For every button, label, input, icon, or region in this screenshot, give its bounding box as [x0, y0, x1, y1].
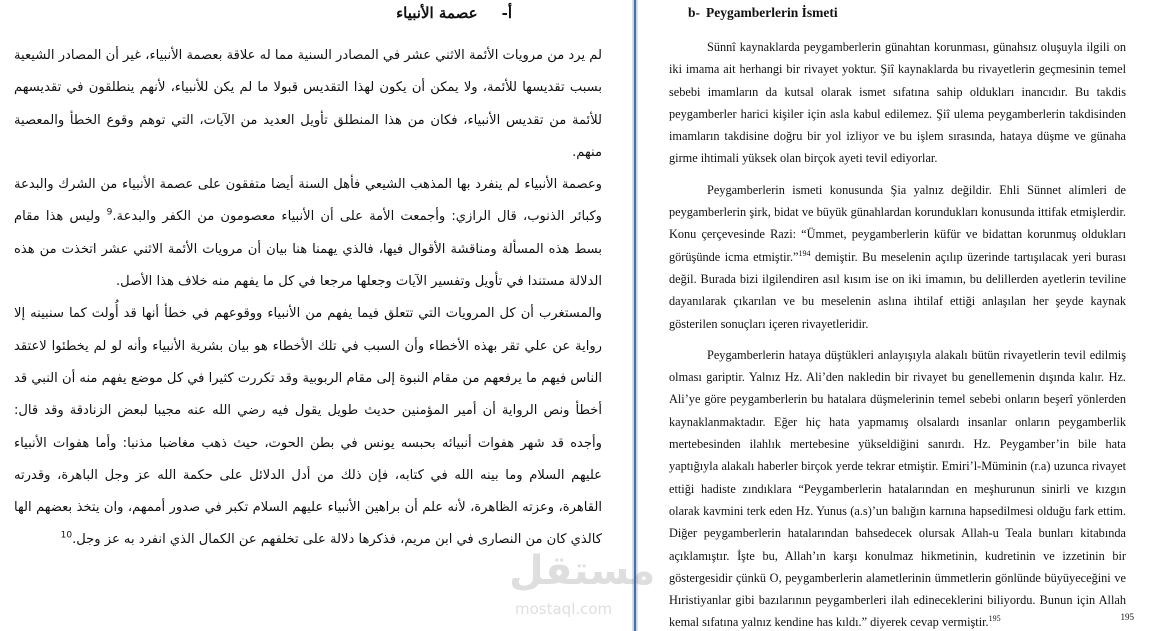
arabic-heading-marker: أ-: [501, 4, 512, 22]
arabic-section-heading: [396, 4, 512, 22]
turkish-paragraph-2: [669, 179, 1126, 335]
arabic-paragraph-2-part-1: وعصمة الأنبياء لم ينفرد بها المذهب الشيعي فأهل السنة أيضا متفقون على عصمة الأنبياء من الشرك والبدعة وكبائر الذنوب، قال الرازي: وأجمعت الأمة على أن الأنبياء معصومون من الكفر والبدعة.: [14, 177, 602, 225]
arabic-paragraph-3: [14, 298, 602, 556]
footnote-ref-10: 10: [60, 531, 73, 542]
arabic-heading-text: عصمة الأنبياء: [396, 4, 478, 22]
turkish-paragraph-3: [669, 344, 1126, 631]
arabic-paragraph-3-text: والمستغرب أن كل المرويات التي تتعلق فيما يفهم من الأنبياء ووقوعهم في خطأ أنها قد أُولت كما سنبينه إلا رواية عن علي تقر بهذه الأخطاء وأن السبب في تلك الأخطاء هو بيان بشرية الأنبياء وأنه لو لم يخطئوا لاعتقد الناس فيهم ما يرفعهم من مقام النبوة إلى مقام الربوبية وقد تكررت كثيرا في كل موضع يفهم منه أن النبي قد أخطأ ونص الرواية أن أمير المؤمنين حديث طويل يقول فيه رضي الله عنه مجيبا لبعض الزنادقة وقد قال: وأجده قد شهر هفوات أنبيائه بحبسه يونس في بطن الحوت، حيث ذهب مغاضبا مذنبا: وأما هفوات الأنبياء عليهم السلام وما بينه الله في كتابه، فإن ذلك من أدل الدلائل على حكمة الله عز وجل الباهرة، وقدرته القاهرة، وعزته الظاهرة، لأنه علم أن براهين الأنبياء عليهم السلام تكبر في صدور أممهم، وان يتخذ بعضهم الها كالذي كان من النصارى في ابن مريم، فذكرها دلالة على تخلفهم عن الكمال الذي انفرد به عز وجل.: [14, 306, 602, 548]
footnote-number-corner: 195: [1120, 612, 1134, 622]
turkish-paragraph-2-part-1: Peygamberlerin ismeti konusunda Şia yalnız değildir. Ehli Sünnet alimleri de peygamberlerin şirk, bidat ve büyük günahlardan korundukları konusunda ittifak etmişlerdir. Konu çerçevesinde Razi: “Ümmet, peygamberlerin küfür ve bidattan korunmuş oldukları görüşünde icma etmiştir.”: [669, 182, 1126, 264]
turkish-body: [669, 36, 1126, 631]
turkish-paragraph-2-part-2: demiştir. Bu meselenin açılıp üzerinde tartışılacak yeri burası değil. Burada bizi ilgilendiren asıl kısım ise on iki imamın, bu delillerden ayetlerin teviline dayanılarak çıkarılan ve bu meselenin aslına ihtilaf ettiği anlaşılan her şeyde kaynak gösterilen sonuçları içeren rivayetleridir.: [669, 249, 1126, 331]
footnote-ref-9: 9: [106, 208, 113, 219]
turkish-section-heading: [688, 5, 838, 21]
turkish-heading-marker: b-: [688, 5, 701, 20]
arabic-body: [14, 40, 602, 557]
watermark-latin: mostaql.com: [515, 600, 613, 618]
arabic-paragraph-2: [14, 169, 602, 298]
turkish-paragraph-1: Sünnî kaynaklarda peygamberlerin günahtan korunması, günahsız oluşuyla ilgili on iki imama ait herhangi bir rivayet yoktur. Şiî kaynaklarda bu rivayetlerin geçmesinin temel sebebi imamların da kutsal olarak ismet sıfatına sahip oldukları inancıdır. Bu takdis peygamberler harici kişiler için asla kabul edilemez. Şiî ulema peygamberlerin takdisinden imamların takdisine doğru bir yol izliyor ve bu işlem sırasında, hataya düşme ve günaha girme ihtimali yüksek olan birçok ayeti tevil ediyorlar.: [669, 40, 1126, 166]
arabic-paragraph-2-part-2: وليس هذا مقام بسط هذه المسألة ومناقشة الأقوال فيها، فالذي يهمنا هنا بيان أن مرويات الأئمة الاثني عشر اتخذت من هذه الدلالة مستندا في تأويل وتفسير الآيات وجعلها مرجعا في كل ما يفهم منه خلاف هذا الأصل.: [14, 209, 602, 290]
watermark-arabic: مستقل: [509, 548, 656, 594]
turkish-page: [638, 0, 1154, 631]
footnote-ref-194: 194: [798, 248, 811, 258]
turkish-heading-text: Peygamberlerin İsmeti: [706, 5, 838, 20]
page-divider-line: [634, 0, 636, 631]
arabic-paragraph-1: لم يرد من مرويات الأئمة الاثني عشر في المصادر السنية مما له علاقة بعصمة الأنبياء، غير أن المصادر الشيعية بسبب تقديسها للأئمة، ولا يمكن أن يكون لهذا التقديس قبولا ما لم يكن للأنبياء، لأنهم ينطلقون في تقديسهم للأئمة من تقديس الأنبياء، فكان من هذا المنطلق تأويل العديد من الآيات، التي توهم وقوع الخطأ والمعصية منهم.: [14, 48, 602, 160]
turkish-paragraph-3-text: Peygamberlerin hataya düştükleri anlayışıyla alakalı bütün rivayetlerin tevil edilmiş olması gariptir. Yalnız Hz. Ali’den nakledin bir rivayet bu genellemenin dışında kalır. Hz. Ali’ye göre peygamberlerin bu hatalara düşmelerinin temel sebebi onların beşerî yönlerden kaynaklanmaktadır. Eğer hiç hata yapmamış olsalardı insanlar onların peygamberlik mertebesinden ilahlık mertebesine yükseldiğini sanırdı. Hz. Peygamber’in bile hata yaptığıyla alakalı haberler birçok yerde tekrar etmiştir. Emiri’l-Müminin (r.a) uzunca rivayet ettiği hadiste zındıklara “Peygamberlerin hatalarından en meşhurunun sinirli ve kızgın olarak kavmini terk eden Hz. Yunus (a.s)’un balığın karnına hapsedilmesi olduğu fark ettim. Diğer peygamberlerin hatalarından bahsedecek olursak Allah-u Teala bunları kitabında açıklamıştır. İşte bu, Allah’ın karşı konulmaz hikmetinin, kudretinin ve izzetinin bir göstergesidir çünkü O, peygamberlerin alametlerinin ümmetlerin gönlünde büyüyeceğini ve Hıristiyanlar gibi bazılarının peygamberleri ilah edineceklerini biliyordu. Bunun için Allah kemal sıfatına yalnız kendine has kıldı.” diyerek cevap vermiştir.: [669, 347, 1126, 630]
footnote-ref-195: 195: [988, 614, 1001, 624]
